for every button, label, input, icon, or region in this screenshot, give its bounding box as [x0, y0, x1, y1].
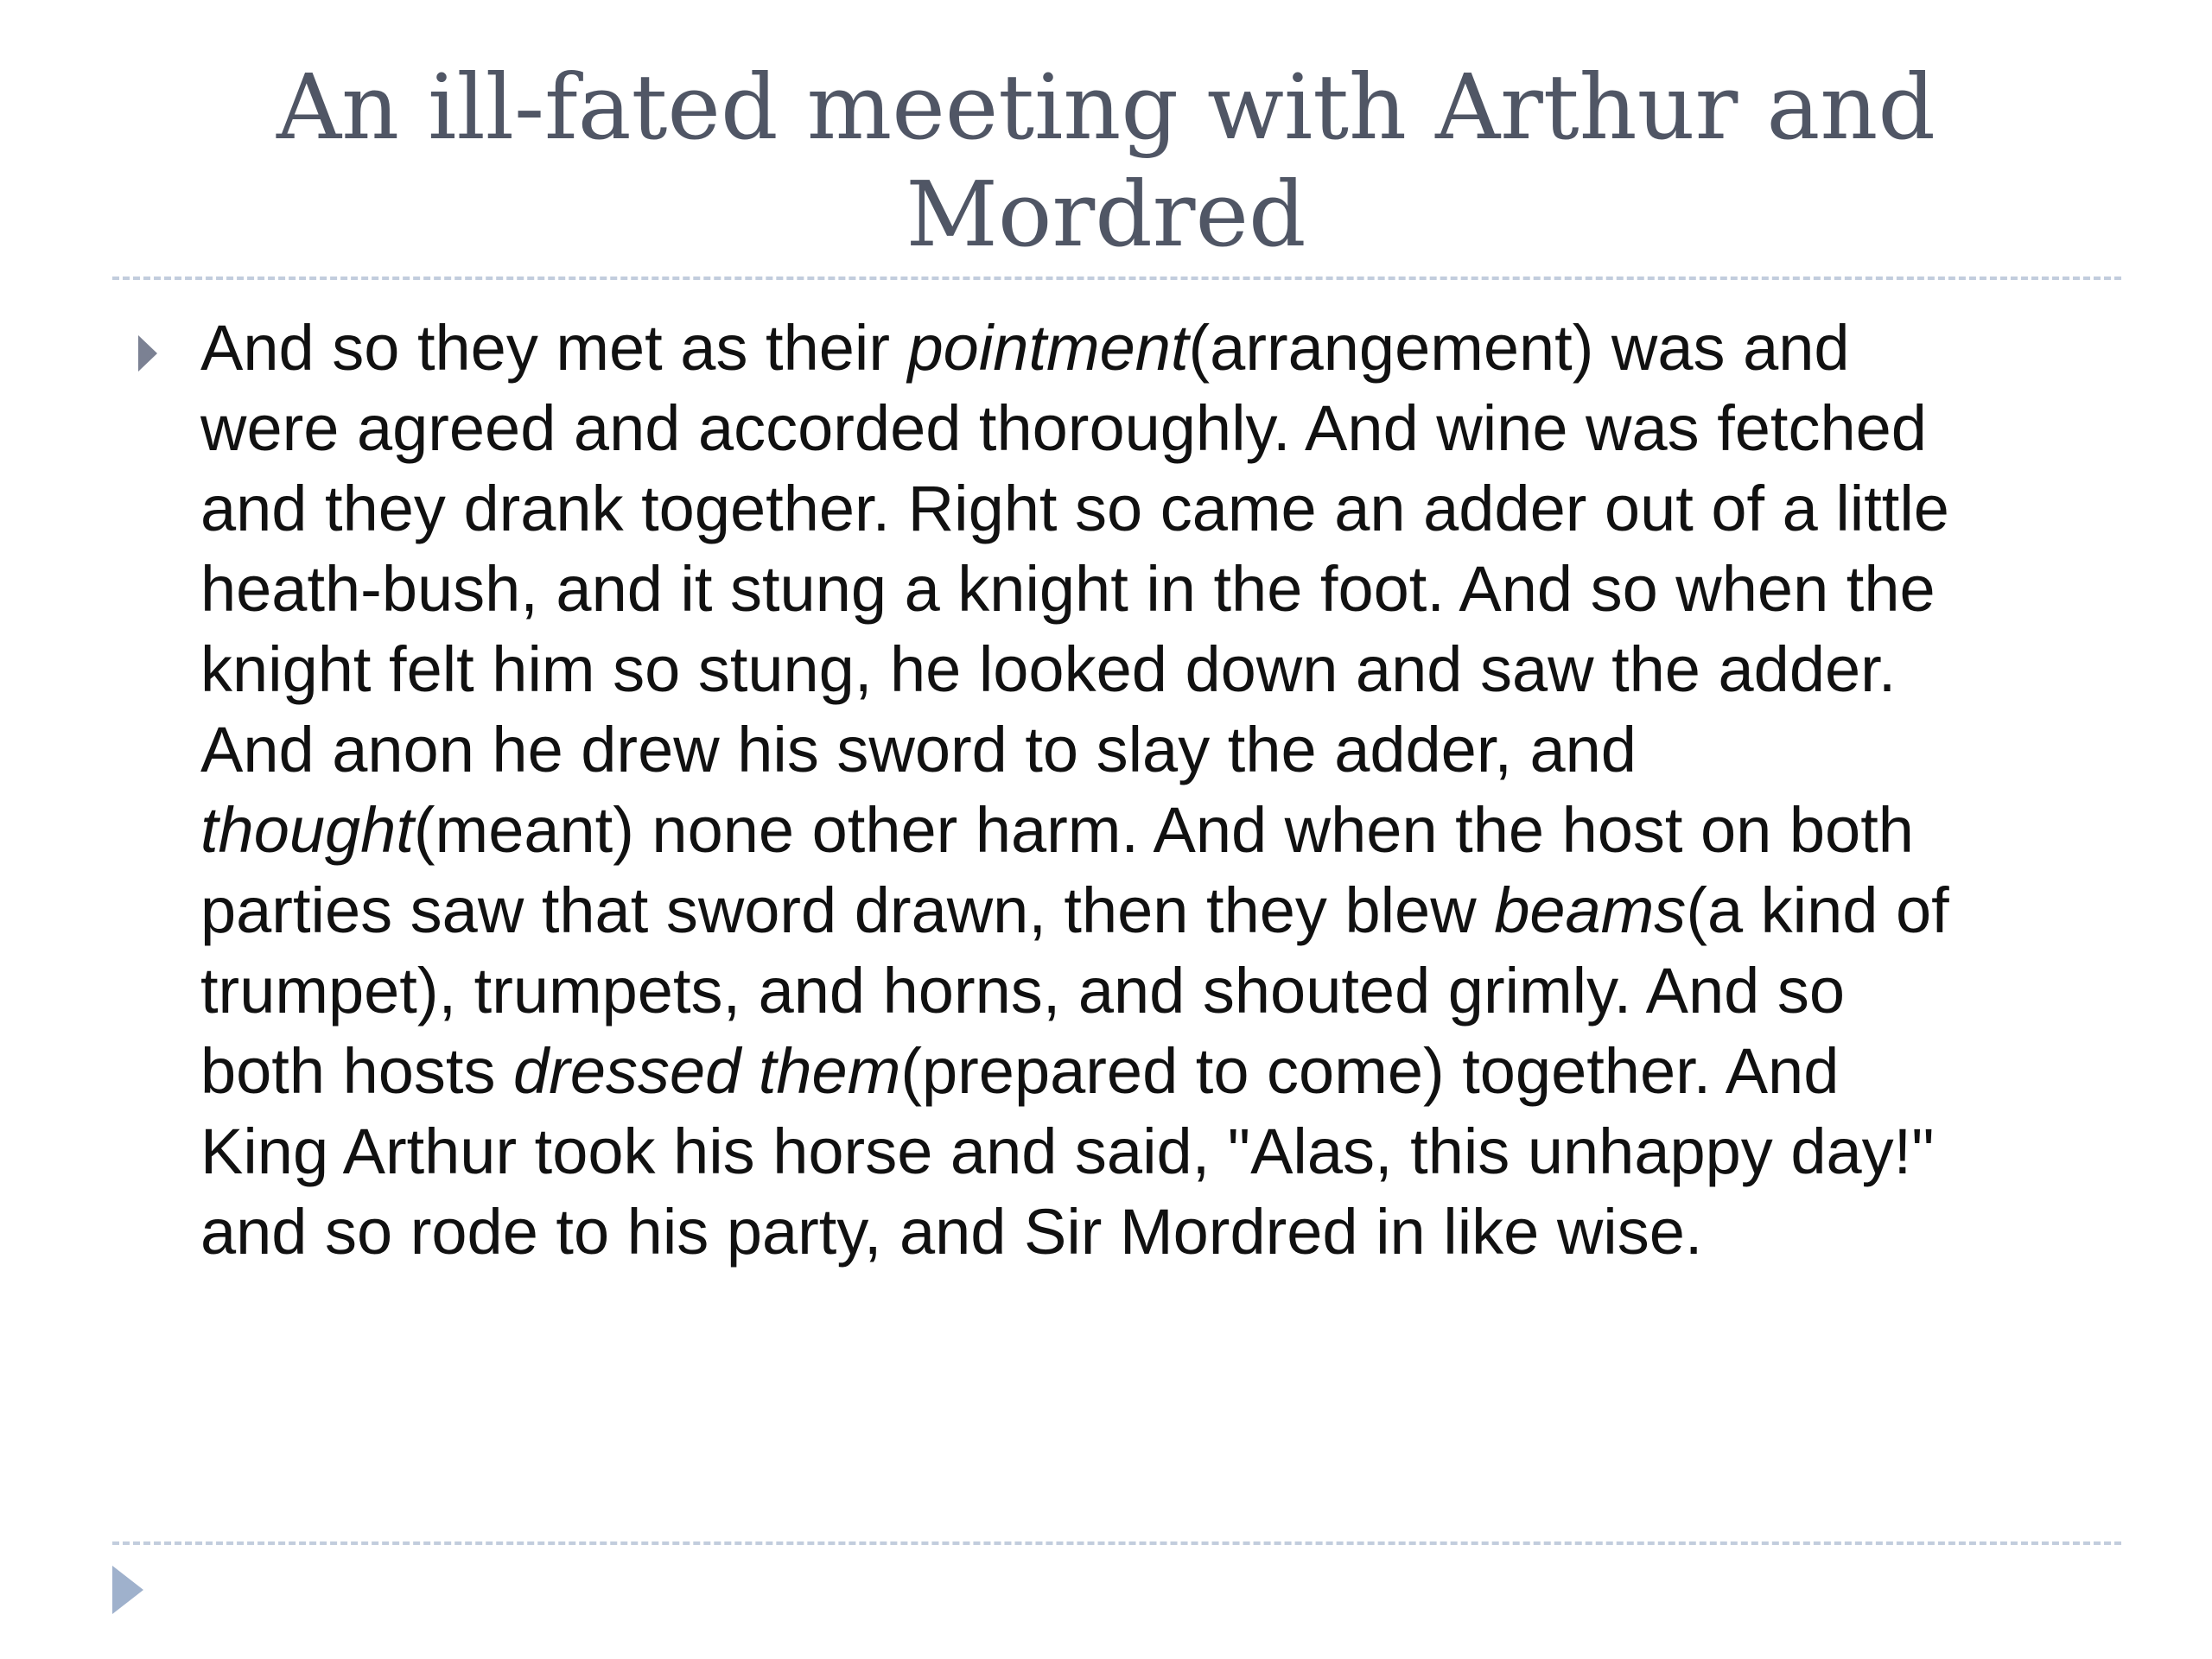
body-text-span: (prepared to come) together. And	[900, 1035, 1840, 1107]
body-line-8	[200, 870, 2162, 950]
slide-title-line-1: An ill-fated meeting with Arthur and	[276, 54, 1936, 160]
body-line-4: heath-bush, and it stung a knight in the foot. And so when the	[200, 553, 1936, 625]
body-text-span: both hosts	[200, 1035, 514, 1107]
triangle-bullet-icon	[138, 335, 157, 372]
body-line-9: trumpet), trumpets, and horns, and shouted grimly. And so	[200, 955, 1846, 1027]
body-line-1	[200, 308, 2162, 388]
body-text-span: (a kind of	[1686, 874, 1949, 946]
top-dashed-divider	[112, 276, 2121, 280]
italic-term-beams: beams	[1494, 874, 1687, 946]
body-line-11: King Arthur took his horse and said, "Alas, this unhappy day!"	[200, 1116, 1935, 1187]
body-text-span: parties saw that sword drawn, then they blew	[200, 874, 1495, 946]
body-line-6: And anon he drew his sword to slay the adder, and	[200, 714, 1637, 785]
slide-title-line-2: Mordred	[906, 162, 1306, 267]
italic-term-pointment: pointment	[907, 312, 1189, 384]
italic-term-thought: thought	[200, 794, 414, 866]
body-text-span: (arrangement) was and	[1188, 312, 1850, 384]
body-line-2: were agreed and accorded thoroughly. And wine was fetched	[200, 392, 1927, 464]
body-line-10	[200, 1031, 2162, 1111]
slide-title	[173, 54, 2039, 268]
body-line-12: and so rode to his party, and Sir Mordred in like wise.	[200, 1196, 1703, 1268]
triangle-arrow-icon	[112, 1566, 143, 1614]
body-line-3: and they drank together. Right so came an adder out of a little	[200, 473, 1949, 544]
italic-term-dressed-them: dressed them	[513, 1035, 901, 1107]
body-line-7	[200, 790, 2162, 870]
body-text-span: And so they met as their	[200, 312, 908, 384]
bottom-dashed-divider	[112, 1541, 2121, 1545]
body-line-5: knight felt him so stung, he looked down and saw the adder.	[200, 633, 1897, 705]
body-paragraph	[200, 308, 2162, 1272]
body-text-span: (meant) none other harm. And when the host on both	[413, 794, 1914, 866]
